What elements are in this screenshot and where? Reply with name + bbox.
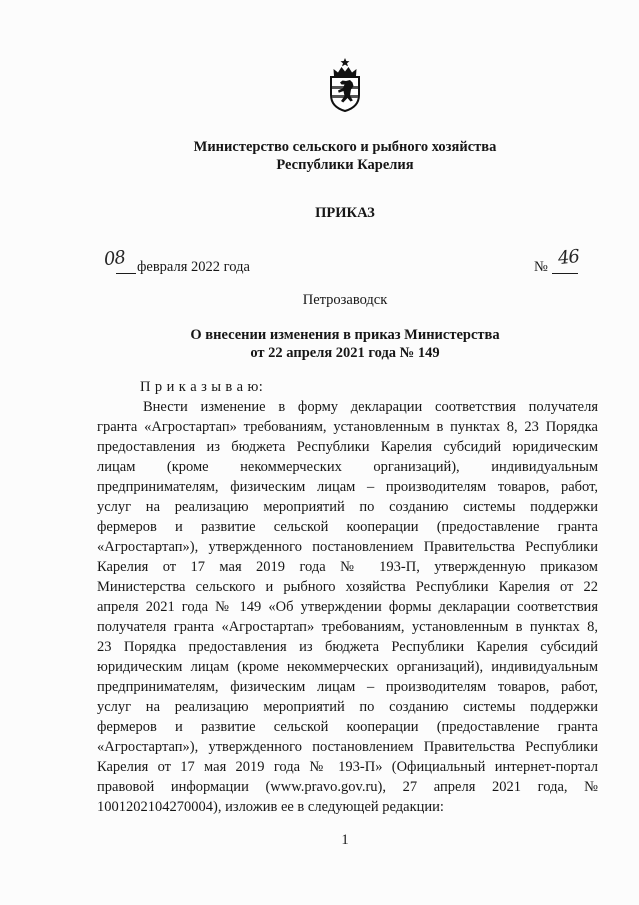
body-line: 23 Порядка предоставления из бюджета Республики Карелия субсидий (97, 639, 598, 655)
body-line: Министерства сельского и рыбного хозяйства Республики Карелия от 22 (97, 579, 598, 595)
handwritten-order-number: 46 (556, 245, 580, 270)
body-line: лицам (кроме некоммерческих организаций), индивидуальным (97, 459, 598, 475)
body-line: юридическим лицам (кроме некоммерческих организаций), индивидуальным (97, 659, 598, 675)
order-number-label: № (534, 259, 548, 275)
page-number: 1 (341, 832, 349, 848)
body-line: предпринимателям, физическим лицам – производителям товаров, работ, (97, 679, 598, 695)
body-line: Внести изменение в форму декларации соответствия получателя (143, 399, 598, 415)
body-line: правовой информации (www.pravo.gov.ru), 27 апреля 2021 года, № (97, 779, 598, 795)
body-line: услуг на реализацию мероприятий по созданию системы поддержки (97, 699, 598, 715)
body-line: «Агростартап»), утвержденного постановлением Правительства Республики (97, 739, 598, 755)
ministry-line-1: Министерство сельского и рыбного хозяйства (193, 139, 497, 155)
body-line: гранта «Агростартап» требованиям, установленным в пунктах 8, 23 Порядка (97, 419, 598, 435)
body-line: апреля 2021 года № 149 «Об утверждении формы декларации соответствия (97, 599, 598, 615)
order-title (95, 326, 595, 362)
coat-of-arms-icon (327, 58, 363, 112)
body-line: 1001202104270004), изложив ее в следующей редакции: (97, 799, 444, 815)
document-type: ПРИКАЗ (315, 205, 375, 221)
body-line: предпринимателям, физическим лицам – производителям товаров, работ, (97, 479, 598, 495)
city: Петрозаводск (302, 292, 388, 308)
body-line: Карелия от 17 мая 2019 года № 193-П» (Официальный интернет-портал (97, 759, 598, 775)
body-line: услуг на реализацию мероприятий по созданию системы поддержки (97, 499, 598, 515)
date-underline (116, 273, 136, 274)
body-line: Карелия от 17 мая 2019 года № 193-П, утвержденную приказом (97, 559, 598, 575)
order-date: февраля 2022 года (137, 259, 250, 275)
handwritten-date-day: 08 (102, 246, 126, 271)
body-line: фермеров и развитие сельской кооперации (предоставление гранта (97, 719, 598, 735)
number-underline (552, 273, 578, 274)
directive: П р и к а з ы в а ю: (140, 379, 264, 395)
body-line: «Агростартап»), утвержденного постановлением Правительства Республики (97, 539, 598, 555)
order-title-line-1: О внесении изменения в приказ Министерства (190, 327, 500, 343)
body-line: получателя гранта «Агростартап» требованиям, установленным в пунктах 8, (97, 619, 598, 635)
order-title-line-2: от 22 апреля 2021 года № 149 (250, 345, 440, 361)
body-line: фермеров и развитие сельской кооперации (предоставление гранта (97, 519, 598, 535)
body-paragraph (97, 397, 598, 817)
body-line: предоставления из бюджета Республики Карелия субсидий юридическим (97, 439, 598, 455)
ministry-name (95, 138, 595, 174)
ministry-line-2: Республики Карелия (276, 157, 414, 173)
